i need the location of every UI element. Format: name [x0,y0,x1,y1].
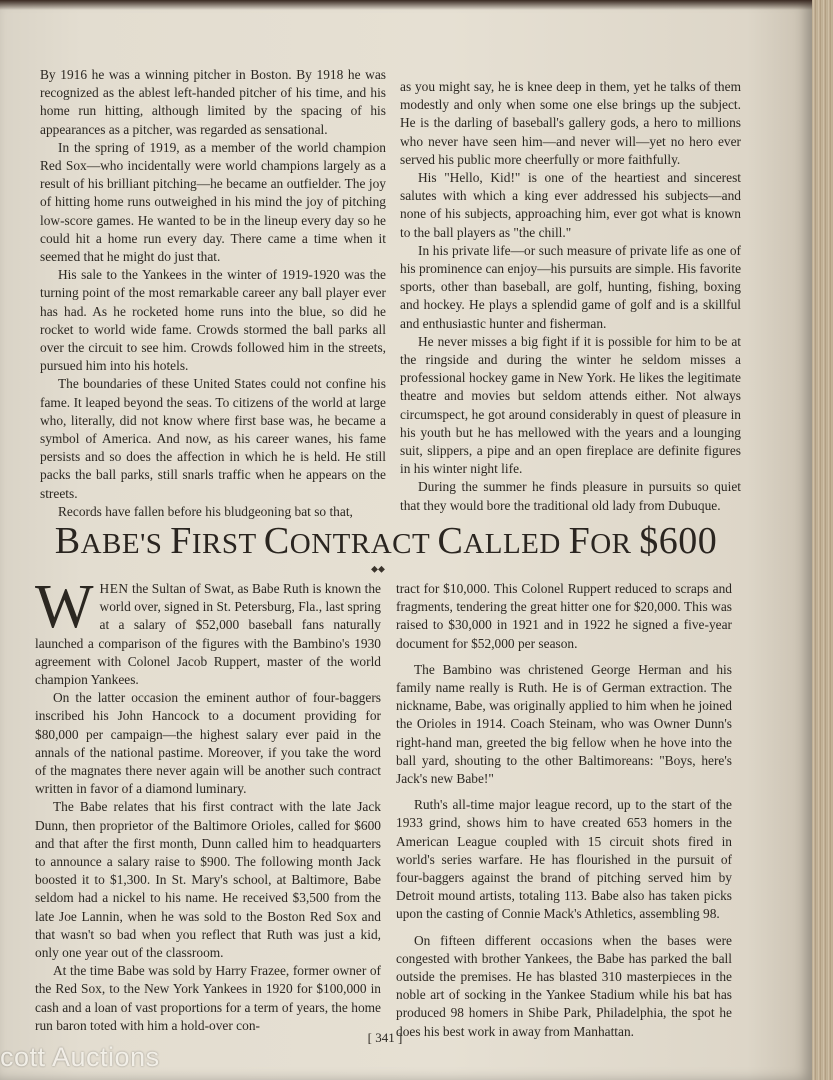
paragraph: During the summer he finds pleasure in pursuits so quiet that they would bore the traditional old lady from Dubuque. [400,479,741,513]
headline-word: ONTRACT [289,528,438,560]
page-number: [ 341 ] [367,1030,403,1045]
paragraph: tract for $10,000. This Colonel Ruppert reduced to scraps and fragments, tendering the great hitter one for $20,000. This was raised to $30,000 in 1921 and in 1922 he signed a five-year document for $52,000 per season. [396,581,732,651]
paragraph: By 1916 he was a winning pitcher in Boston. By 1918 he was recognized as the ablest left-handed pitcher of his time, and his home run hitting, although limited by the spacing of his appearances as a pitcher, was regarded as sensational. [40,67,386,137]
headline-initial: C [437,520,464,562]
lead-paragraph [35,573,381,689]
paragraph: Records have fallen before his bludgeoning bat so that, [58,503,353,519]
lead-caps: HEN [99,581,129,596]
page-stack-edge [812,0,833,1080]
top-right-column [400,78,741,515]
paragraph: His "Hello, Kid!" is one of the heartiest and sincerest salutes with which a king ever addressed his subjects—and none of his subjects, approaching him, ever got what is known to the ball players as "the chill." [400,170,741,240]
paragraph: The Babe relates that his first contract with the late Jack Dunn, then proprietor of the Baltimore Orioles, called for $600 and that after the first month, Dunn called him to headquarters to announce a salary raise to $900. The following month Jack boosted it to $1,300. In St. Mary's school, at Baltimore, Babe seldom had a nickel to his name. He received $3,500 from the late Joe Lannin, when he was sold to the Boston Red Sox and that wasn't so bad when you reflect that Ruth was just a kid, only one year out of the classroom. [35,799,381,961]
top-left-column [40,66,386,521]
paragraph: At the time Babe was sold by Harry Frazee, former owner of the Red Sox, to the New York Yankees in 1920 for $100,000 in cash and a loan of vast proportions for a term of years, the home run baron toted with him a hold-over con- [35,963,381,1033]
bottom-right-column [396,580,732,1041]
headline-amount: $600 [639,520,718,562]
drop-cap: W [35,573,94,641]
paragraph: The Bambino was christened George Herman and his family name really is Ruth. He is of German extraction. The nickname, Babe, was originally applied to him when he joined the Orioles in 1914. Coach Steinam, who was Owner Dunn's right-hand man, greeted the big fellow when he hove into the ball yard, shouting to the other Baltimoreans: "Boys, here's Jack's new Babe!" [396,661,732,787]
top-shadow [0,0,833,10]
headline-word: IRST [191,528,264,560]
paragraph: His sale to the Yankees in the winter of 1919-1920 was the turning point of the most remarkable career any ball player ever has had. As he rocketed home runs into the blue, so did he rocket to world wide fame. Crowds stormed the ball parks all over the circuit to see him. Crowds followed him in the streets, pursued him into his hotels. [40,267,386,374]
headline-initial: C [263,520,290,562]
paragraph: In the spring of 1919, as a member of the world champion Red Sox—who incidentally were world champions largely as a result of his brilliant pitching—he became an outfielder. The joy of hitting home runs outweighed in his mind the joy of pitching low-score games. He wanted to be in the lineup every day so he could hit a home run every day. There came a time when it seemed that he might do just that. [40,139,386,265]
paragraph: The boundaries of these United States could not confine his fame. It leaped beyond the seas. To citizens of the world at large who, literally, did not know where first base was, he became a symbol of America. And now, as his career wanes, his fame persists and so does the affection in which he is held. He still packs the ball parks, still snarls traffic when he appears on the streets. [40,376,386,501]
bottom-left-column [35,573,381,1035]
paragraph: On the latter occasion the eminent author of four-baggers inscribed his John Hancock to a document providing for $80,000 per campaign—the highest salary ever paid in the annals of the national pastime. Moreover, if you take the word of the magnates there never again will be another such contract written in favor of a diamond luminary. [35,690,381,797]
headline-word: OR [590,528,640,560]
headline-word: ABE'S [80,528,171,560]
paragraph: as you might say, he is knee deep in them, yet he talks of them modestly and only when some one else brings up the subject. He is the darling of baseball's gallery gods, a hero to millions who never have seen him—and never will—yet no hero ever served his public more cheerfully or more faithfully. [400,79,741,167]
headline-initial: F [568,520,591,562]
auction-watermark: cott Auctions [0,1042,160,1072]
paragraph: Ruth's all-time major league record, up to the start of the 1933 grind, shows him to have created 653 homers in the American League coupled with 15 circuit shots fired in world's series warfare. He has flourished in the pursuit of four-baggers against the brand of pitching served him by Detroit mound artists, totaling 113. Babe also has taken picks upon the casting of Connie Mack's Athletics, assembling 98. [396,797,732,922]
paragraph: In his private life—or such measure of private life as one of his prominence can enjoy—his pursuits are simple. His favorite sports, other than baseball, are golf, hunting, fishing, boxing and hockey. He plays a splendid game of golf and is a skillful and enthusiastic hunter and fisherman. [400,242,742,331]
headline-initial: F [170,520,192,562]
lead-text: the Sultan of Swat, as Babe Ruth is known the world over, signed in St. Petersburg, Fla., last spring at a salary of $52,000 baseball fans naturally launched a comparison of the figures with the Bambino's 1930 agreement with Colonel Jacob Ruppert, master of the world champion Yankees. [35,581,381,688]
article-headline [46,518,726,567]
paragraph: He never misses a big fight if it is possible for him to be at the ringside and during the winter he seldom misses a professional hockey game in New York. He likes the legitimate theatre and movies but seldom attends either. Not always circumspect, he got around considerably in quest of pleasure in his youth but he has mellowed with the years and a lounging suit, slippers, a pipe and an open fireplace are definite figures in his winter night life. [400,333,741,477]
headline-word: ALLED [463,528,569,560]
headline-ornament: ⬥⬥ [371,564,385,575]
paragraph: On fifteen different occasions when the bases were congested with brother Yankees, the Babe has parked the ball outside the premises. He has blasted 310 masterpieces in the noble art of socking in the Yankee Stadium while his bat has produced 98 homers in Shibe Park, Philadelphia, the spot he does his best work in away from Manhattan. [396,932,732,1039]
headline-initial: B [54,520,81,562]
